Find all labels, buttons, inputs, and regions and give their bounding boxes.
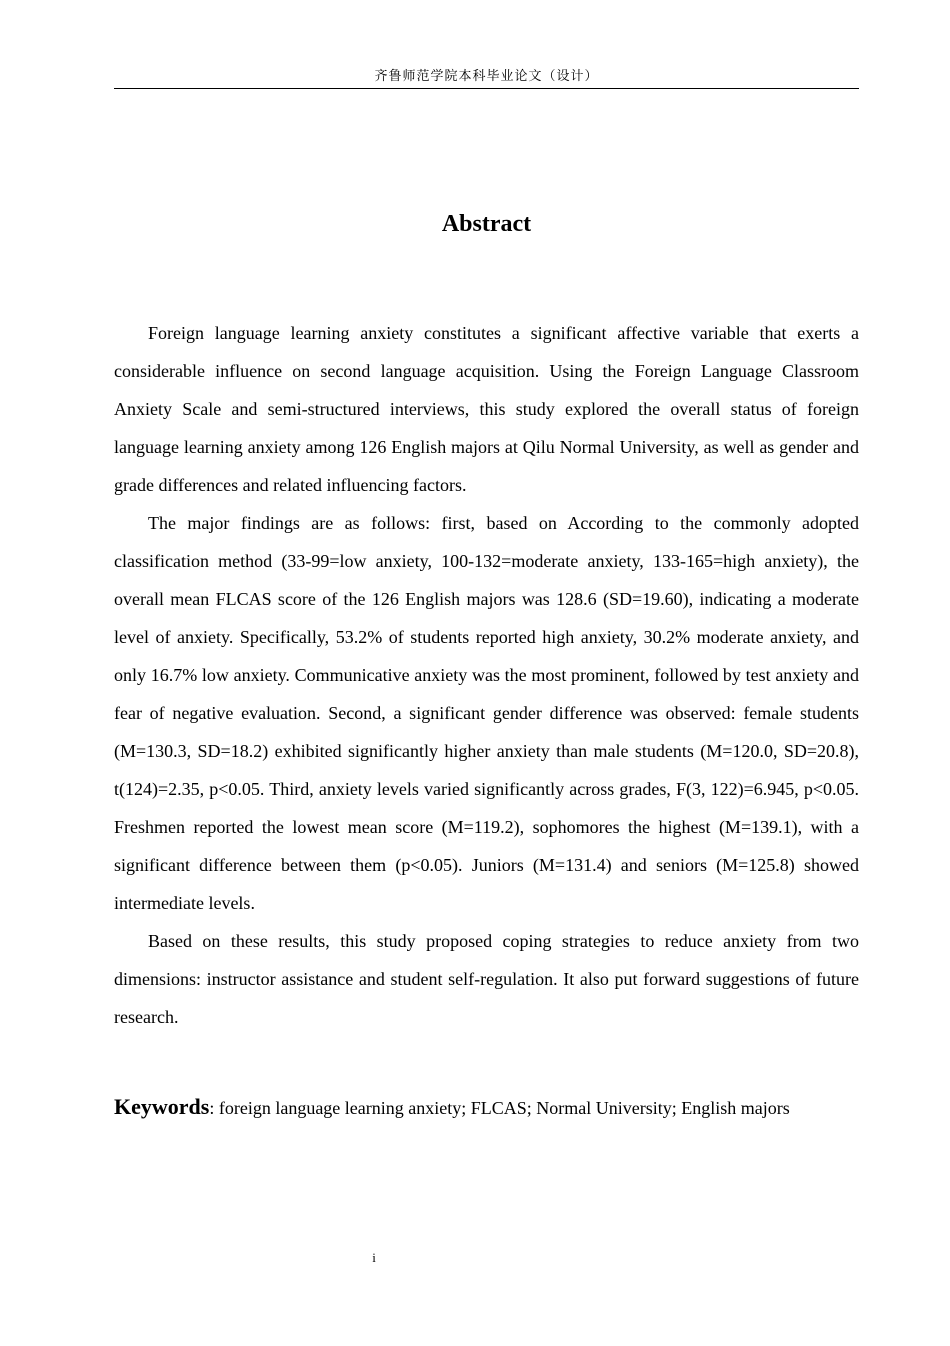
keywords-separator: : — [209, 1098, 215, 1118]
page-title: Abstract — [441, 211, 532, 237]
abstract-paragraph-2: The major findings are as follows: first, based on According to the commonly adopted classification method (33-99=low anxiety, 100-132=moderate anxiety, 133-165=high anxiety), the overall mean FLCAS score of the 126 English majors was 128.6 (SD=19.60), indicating a moderate level of anxiety. Specifically, 53.2% of students reported high anxiety, 30.2% moderate anxiety, and only 16.7% low anxiety. Communicative anxiety was the most prominent, followed by test anxiety and fear of negative evaluation. Second, a significant gender difference was observed: female students (M=130.3, SD=18.2) exhibited significantly higher anxiety than male students (M=120.0, SD=20.8), t(124)=2.35, p<0.05. Third, anxiety levels varied significantly across grades, F(3, 122)=6.945, p<0.05. Freshmen reported the lowest mean score (M=119.2), sophomores the highest (M=139.1), with a significant difference between them (p<0.05). Juniors (M=131.4) and seniors (M=125.8) showed intermediate levels. — [114, 513, 859, 913]
running-header — [114, 66, 859, 89]
running-header-text: 齐鲁师范学院本科毕业论文（设计） — [374, 69, 599, 84]
keywords-text: foreign language learning anxiety; FLCAS; Normal University; English majors — [218, 1098, 790, 1118]
abstract-paragraph-3: Based on these results, this study proposed coping strategies to reduce anxiety from two dimensions: instructor assistance and student self-regulation. It also put forward suggestions of future research. — [114, 931, 859, 1027]
keywords-label: Keywords — [114, 1094, 210, 1119]
abstract-paragraph-1: Foreign language learning anxiety constitutes a significant affective variable that exerts a considerable influence on second language acquisition. Using the Foreign Language Classroom Anxiety Scale and semi-structured interviews, this study explored the overall status of foreign language learning anxiety among 126 English majors at Qilu Normal University, as well as gender and grade differences and related influencing factors. — [114, 323, 859, 495]
abstract-body — [114, 314, 859, 1036]
page-number: i — [372, 1250, 376, 1265]
keywords-section — [114, 1082, 859, 1133]
